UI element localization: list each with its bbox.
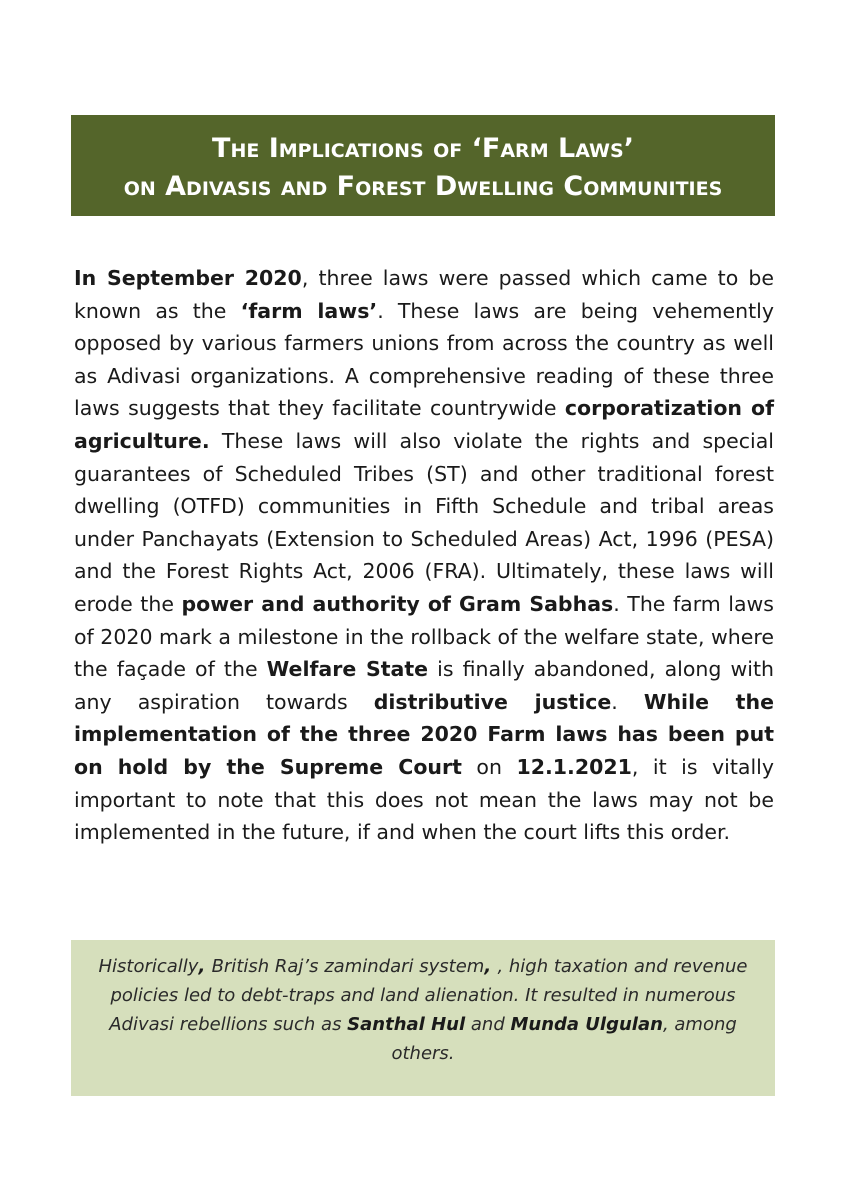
body-paragraph xyxy=(74,262,774,849)
body-bold-welfare-state: Welfare State xyxy=(266,657,429,682)
title-line-2: on Adivasis and Forest Dwelling Communities xyxy=(123,171,723,202)
callout-text-segment: Historically xyxy=(98,956,199,977)
body-bold-distributive-justice: distributive justice xyxy=(373,689,612,714)
body-text-segment: . The farm laws of 2020 mark a milestone in the rollback of the welfare state, where the façade of the xyxy=(74,591,774,682)
body-bold-corporatization: corporatization of agriculture. xyxy=(74,396,774,453)
callout-text-segment: , high taxation and revenue policies led to debt-traps and land alienation. It resulted in numerous Adivasi rebellions such as xyxy=(109,956,748,1035)
callout-bold-santhal-hul: Santhal Hul xyxy=(347,1014,466,1035)
title-banner xyxy=(71,115,775,216)
body-bold-supreme-court: While the implementation of the three 2020 Farm laws has been put on hold by the Supreme Court xyxy=(74,689,774,779)
body-text-segment: These laws will also violate the rights and special guarantees of Scheduled Tribes (ST) and other traditional forest dwelling (OTFD) communities in Fifth Schedule and tribal areas under Panchayats (Extension to Scheduled Areas) Act, 1996 (PESA) and the Forest Rights Act, 2006 (FRA). Ultimately, these laws will erode the xyxy=(74,428,774,616)
body-bold-date: In September 2020 xyxy=(74,266,302,290)
callout-text-segment: British Raj’s zamindari system xyxy=(211,956,485,977)
body-bold-date-order: 12.1.2021 xyxy=(516,754,632,779)
title-line-1: The Implications of ‘Farm Laws’ xyxy=(212,133,634,164)
body-text-segment: , it is vitally important to note that this does not mean the laws may not be implemented in the future, if and when the court lifts this order. xyxy=(74,754,774,845)
body-bold-gram-sabhas: power and authority of Gram Sabhas xyxy=(181,591,614,616)
body-text-segment: is finally abandoned, along with any aspiration towards xyxy=(74,657,774,714)
callout-bold-comma: , xyxy=(198,956,212,977)
body-text-segment: on xyxy=(461,754,517,779)
body-text-segment: . xyxy=(611,689,644,714)
callout-bold-comma: , xyxy=(484,956,498,977)
callout-text-segment: and xyxy=(465,1014,511,1035)
callout-bold-munda-ulgulan: Munda Ulgulan xyxy=(510,1014,663,1035)
callout-text-segment: , among others. xyxy=(391,1014,737,1064)
body-bold-farm-laws: ‘farm laws’ xyxy=(240,298,378,323)
body-text-segment: . These laws are being vehemently opposed by various farmers unions from across the country as well as Adivasi organizations. A comprehensive reading of these three laws suggests that they facilitate countrywide xyxy=(74,298,775,421)
history-callout xyxy=(71,940,775,1096)
body-text-segment: , three laws were passed which came to be known as the xyxy=(74,266,774,323)
